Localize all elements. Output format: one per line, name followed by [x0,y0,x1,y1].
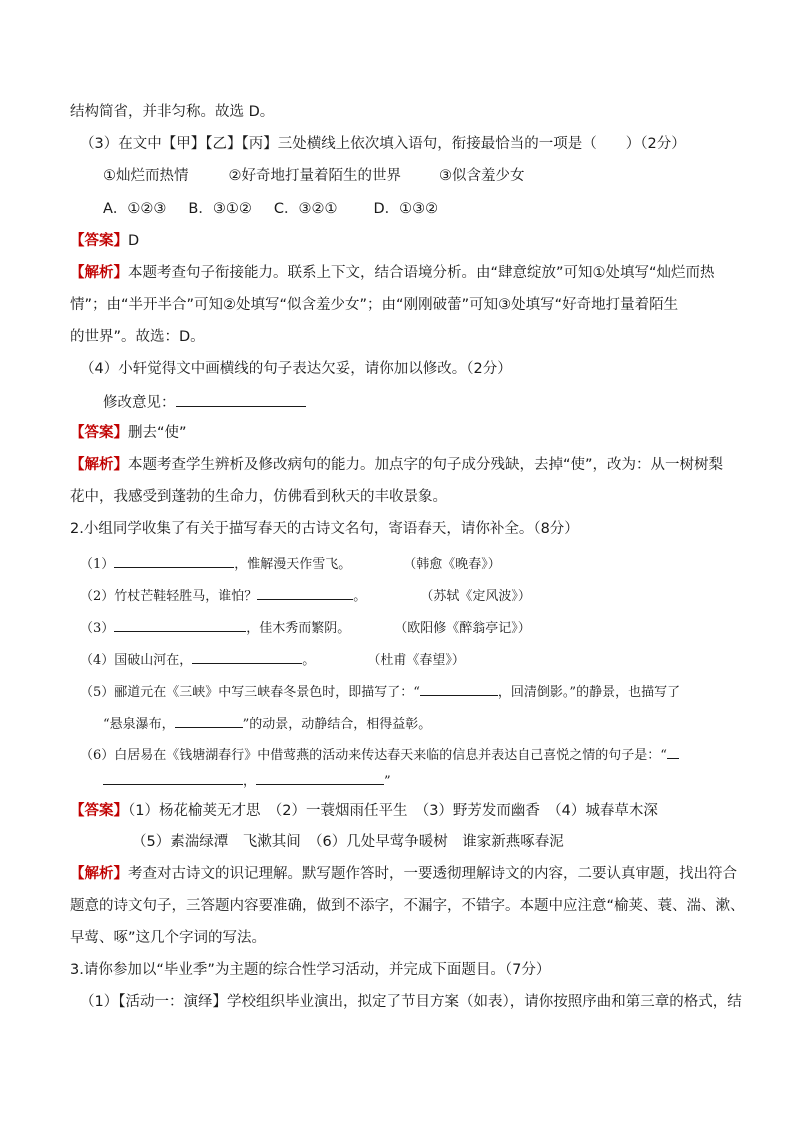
q3-analysis-line-1 [70,263,715,283]
answer-tag: 【答案】 [70,425,128,441]
q2-item-text: ，佳木秀而繁阴。 [246,621,351,636]
q3-option-c: C．③②① [273,201,338,217]
q2-answer-text-1: （1）杨花榆荚无才思 （2）一蓑烟雨任平生 （3）野芳发而幽香 （4）城春草木深 [128,803,658,819]
q2-blank-4[interactable] [192,648,302,664]
q2-item-source: （欧阳修《醉翁亭记》） [394,621,531,636]
q2-blank-6a-start[interactable] [667,743,679,759]
q2-blank-6a[interactable] [103,769,243,785]
q2-item-num: （4） [80,653,115,668]
q3-options [103,199,438,219]
q3-option-b: B．③①② [188,201,252,217]
q2-item5-text: “悬泉瀑布， [103,717,175,732]
q2-item-6-line-1 [80,743,679,766]
q2-item6-text: ， [243,774,257,789]
q2-answer-line-2: （5）素湍绿潭 飞漱其间 （6）几处早莺争暖树 谁家新燕啄春泥 [132,834,564,850]
q2-item-1 [80,552,501,575]
q2-blank-3[interactable] [114,616,246,632]
q3b-title: 3.请你参加以“毕业季”为主题的综合性学习活动，并完成下面题目。（7分） [70,962,551,978]
q2-item6-text: ” [384,774,391,789]
q2-analysis-text-1: 考查对古诗文的识记理解。默写题作答时，一要透彻理解诗文的内容，二要认真审题，找出符合 [128,866,737,882]
q4-analysis-text-1: 本题考查学生辨析及修改病句的能力。加点字的句子成分残缺，去掉“使”，改为：从一树树梨 [128,457,724,473]
q2-analysis-line-1 [70,864,737,884]
q4-prompt: （4）小轩觉得文中画横线的句子表达欠妥，请你加以修改。（2分） [80,361,512,377]
q2-analysis-line-2: 题意的诗文句子，三答题内容要准确，做到不添字，不漏字，不错字。本题中应注意“榆荚、蓑、湍、漱、 [70,898,745,914]
q2-item-text: ，惟解漫天作雪飞。 [234,557,352,572]
q2-item5-text: ”的动景，动静结合，相得益彰。 [242,717,432,732]
q4-analysis-line-1 [70,455,723,475]
q2-item-text: 竹杖芒鞋轻胜马，谁怕？ [114,589,258,604]
analysis-tag: 【解析】 [70,265,128,281]
q2-item-source: （韩愈《晚春》） [403,557,501,572]
q2-blank-5b[interactable] [175,712,243,728]
q3-analysis-text-1: 本题考查句子衔接能力。联系上下文，结合语境分析。由“肆意绽放”可知①处填写“灿烂而热 [128,265,715,281]
q2-blank-2[interactable] [257,584,353,600]
q4-analysis-line-2: 花中，我感受到蓬勃的生命力，仿佛看到秋天的丰收景象。 [70,489,447,505]
q2-item-source: （杜甫《春望》） [367,653,465,668]
analysis-tag: 【解析】 [70,457,128,473]
q2-item-source: （苏轼《定风波》） [420,589,531,604]
q2-item-num: （3） [80,621,115,636]
q2-item-5-line-2 [103,712,431,735]
q2-blank-6b[interactable] [256,769,384,785]
q3-item-2: ②好奇地打量着陌生的世界 [228,168,401,184]
q2-item6-text: （6）白居易在《钱塘湖春行》中借莺燕的活动来传达春天来临的信息并表达自己喜悦之情的句子是：“ [80,748,667,763]
q3-option-d: D．①③② [373,201,439,217]
q3-item-3: ③似含羞少女 [439,168,525,184]
q2-item-2 [80,584,531,607]
answer-tag: 【答案】 [70,803,128,819]
q2-answer-line-1 [70,801,658,821]
q1-tail-text: 结构简省，并非匀称。故选 D。 [70,104,275,120]
q3-analysis-line-3: 的世界”。故选：D。 [70,329,205,345]
q3-item-1: ①灿烂而热情 [103,168,189,184]
q4-answer-text: 删去“使” [128,425,187,441]
q2-blank-1[interactable] [114,552,234,568]
q2-blank-5a[interactable] [420,680,498,696]
q2-analysis-line-3: 早莺、啄”这几个字词的写法。 [70,930,267,946]
q3-items [103,166,525,186]
q2-item5-text: ，回清倒影。”的静景，也描写了 [497,685,681,700]
q4-answer [70,423,187,443]
q4-edit-blank[interactable] [176,391,306,407]
q3-answer [70,231,139,251]
answer-tag: 【答案】 [70,233,128,249]
q2-item-4 [80,648,465,671]
q2-item-text: 。 [302,653,316,668]
q2-item5-text: （5）郦道元在《三峡》中写三峡春冬景色时，即描写了：“ [80,685,420,700]
q2-item-num: （1） [80,557,115,572]
analysis-tag: 【解析】 [70,866,128,882]
q2-item-5-line-1 [80,680,680,703]
q2-item-text: 。 [353,589,367,604]
q3-option-a: A．①②③ [103,201,167,217]
q3-analysis-line-2: 情”；由“半开半合”可知②处填写“似含羞少女”；由“刚刚破蕾”可知③处填写“好奇地打量着陌生 [70,297,679,313]
q3b-line: （1）【活动一：演绎】学校组织毕业演出，拟定了节目方案（如表），请你按照序曲和第三章的格式，结 [80,994,742,1010]
q2-item-3 [80,616,531,639]
q3-answer-text: D [128,233,140,249]
q3-prompt: （3）在文中【甲】【乙】【丙】三处横线上依次填入语句，衔接最恰当的一项是（ ）（2分） [80,136,686,152]
q4-edit-line [103,391,306,413]
q2-title: 2.小组同学收集了有关于描写春天的古诗文名句，寄语春天，请你补全。（8分） [70,521,579,537]
q2-item-text: 国破山河在， [114,653,193,668]
q4-edit-label: 修改意见： [103,395,176,411]
q2-item-num: （2） [80,589,115,604]
q2-item-6-line-2 [103,769,391,792]
